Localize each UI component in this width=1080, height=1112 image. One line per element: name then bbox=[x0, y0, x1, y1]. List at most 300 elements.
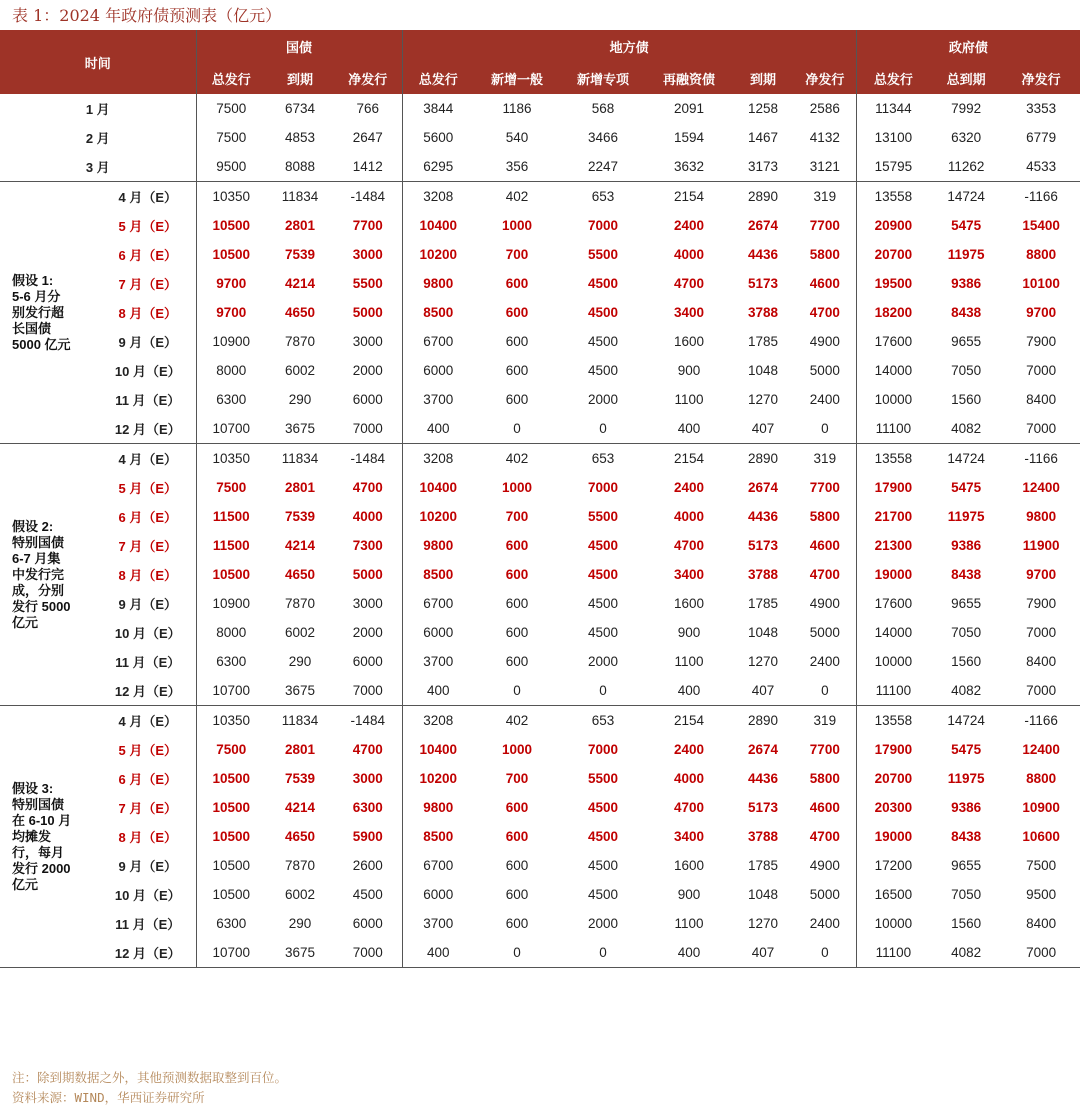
table-cell: 9800 bbox=[402, 269, 474, 298]
table-cell: 8800 bbox=[1026, 247, 1057, 262]
table-cell: 400 bbox=[402, 676, 474, 706]
table-cell: 9700 bbox=[1026, 305, 1057, 320]
table-cell: 7050 bbox=[951, 625, 982, 640]
month-label: 6 月（E） bbox=[100, 240, 196, 269]
table-cell: 10500 bbox=[196, 793, 266, 822]
table-cell: 700 bbox=[505, 771, 529, 786]
month-label: 12 月（E） bbox=[100, 676, 196, 706]
table-cell: 4700 bbox=[794, 822, 856, 851]
table-cell: 5000 bbox=[794, 618, 856, 647]
scenario-label-line: 中发行完 bbox=[12, 566, 65, 582]
table-cell: 15795 bbox=[856, 152, 930, 182]
table-cell: 6000 bbox=[334, 385, 402, 414]
table-cell: 402 bbox=[474, 706, 560, 736]
table-cell: 10900 bbox=[196, 589, 266, 618]
table-cell: 7000 bbox=[1026, 683, 1057, 698]
table-cell: 10000 bbox=[856, 909, 930, 938]
table-cell: 7500 bbox=[196, 94, 266, 123]
table-cell: 600 bbox=[505, 654, 529, 669]
header-col: 净发行 bbox=[1002, 62, 1080, 94]
table-cell: 0 bbox=[560, 938, 646, 968]
month-label: 9 月（E） bbox=[100, 589, 196, 618]
scenario-label bbox=[0, 706, 100, 968]
table-cell: 600 bbox=[505, 858, 529, 873]
table-cell: 7000 bbox=[334, 414, 402, 444]
table-row bbox=[0, 356, 1080, 385]
table-row bbox=[0, 822, 1080, 851]
table-cell: 1258 bbox=[748, 101, 779, 116]
table-cell: 15400 bbox=[1022, 218, 1060, 233]
table-cell: 4700 bbox=[674, 276, 705, 291]
table-cell: 4500 bbox=[588, 363, 619, 378]
table-cell: 1560 bbox=[951, 654, 982, 669]
table-cell: 3208 bbox=[402, 444, 474, 474]
header-col: 新增一般 bbox=[474, 62, 560, 94]
table-cell: 20900 bbox=[856, 211, 930, 240]
table-cell: 7000 bbox=[588, 218, 619, 233]
table-cell: 7500 bbox=[1026, 858, 1057, 873]
header-col: 到期 bbox=[266, 62, 334, 94]
table-cell: 17900 bbox=[856, 473, 930, 502]
scenario-label-line: 特别国债 bbox=[12, 534, 65, 550]
table-cell: 10700 bbox=[196, 414, 266, 444]
table-cell: 6320 bbox=[951, 130, 982, 145]
table-cell: 600 bbox=[505, 334, 529, 349]
table-cell: 14724 bbox=[930, 182, 1002, 212]
table-cell: 2154 bbox=[646, 182, 732, 212]
table-cell: 10500 bbox=[196, 851, 266, 880]
table-row bbox=[0, 560, 1080, 589]
month-label: 8 月（E） bbox=[100, 822, 196, 851]
table-row bbox=[0, 676, 1080, 706]
table-cell: 4900 bbox=[794, 851, 856, 880]
table-cell: 1048 bbox=[748, 625, 779, 640]
table-cell: 20300 bbox=[856, 793, 930, 822]
table-cell: 5500 bbox=[334, 269, 402, 298]
table-cell: 11975 bbox=[947, 509, 985, 524]
table-cell: 10700 bbox=[196, 938, 266, 968]
table-cell: 11834 bbox=[266, 444, 334, 474]
table-cell: 5500 bbox=[588, 247, 619, 262]
table-cell: 3000 bbox=[334, 327, 402, 356]
header-col: 净发行 bbox=[794, 62, 856, 94]
table-cell: 9386 bbox=[951, 538, 982, 553]
scenario-label bbox=[0, 444, 100, 706]
table-cell: 4500 bbox=[334, 880, 402, 909]
table-row bbox=[0, 764, 1080, 793]
scenario-label-line: 假设 3: bbox=[12, 780, 54, 796]
table-cell: 2890 bbox=[732, 706, 794, 736]
table-cell: 5500 bbox=[588, 771, 619, 786]
table-cell: 10500 bbox=[196, 822, 266, 851]
header-col: 新增专项 bbox=[560, 62, 646, 94]
scenario-label-line: 成，分别 bbox=[12, 582, 65, 598]
table-cell: 4500 bbox=[588, 334, 619, 349]
table-cell: 1600 bbox=[674, 334, 705, 349]
month-label: 12 月（E） bbox=[100, 414, 196, 444]
table-cell: 1785 bbox=[748, 334, 779, 349]
table-cell: 6779 bbox=[1026, 130, 1057, 145]
table-cell: 8088 bbox=[284, 159, 316, 174]
table-cell: 4500 bbox=[588, 858, 619, 873]
header-col: 总到期 bbox=[930, 62, 1002, 94]
table-cell: 13558 bbox=[856, 706, 930, 736]
table-cell: 7900 bbox=[1026, 334, 1057, 349]
table-cell: 7539 bbox=[284, 771, 316, 786]
scenario-label-line: 发行 2000 bbox=[12, 860, 71, 876]
table-cell: 8000 bbox=[196, 618, 266, 647]
table-cell: 4500 bbox=[588, 625, 619, 640]
table-cell: 4132 bbox=[794, 123, 856, 152]
table-cell: 7870 bbox=[284, 334, 316, 349]
scenario-label-line: 长国债 bbox=[12, 320, 52, 336]
table-cell: 6000 bbox=[402, 618, 474, 647]
table-cell: 4500 bbox=[588, 596, 619, 611]
table-cell: -1484 bbox=[334, 444, 402, 474]
table-cell: 3788 bbox=[748, 567, 779, 582]
table-cell: 1600 bbox=[674, 858, 705, 873]
table-cell: 1594 bbox=[674, 130, 705, 145]
table-cell: 319 bbox=[794, 444, 856, 474]
scenario-label-line: 亿元 bbox=[12, 876, 39, 892]
scenario-label-line: 5-6 月分 bbox=[12, 288, 61, 304]
table-cell: 6700 bbox=[402, 851, 474, 880]
table-cell: 2091 bbox=[674, 101, 705, 116]
table-cell: 4082 bbox=[930, 938, 1002, 968]
table-cell: 2000 bbox=[588, 916, 619, 931]
table-cell: 5500 bbox=[588, 509, 619, 524]
table-cell: 11975 bbox=[947, 771, 985, 786]
table-cell: 6300 bbox=[334, 793, 402, 822]
header-row-groups bbox=[0, 30, 1080, 62]
table-row bbox=[0, 211, 1080, 240]
table-cell: 10400 bbox=[402, 735, 474, 764]
table-cell: 19000 bbox=[856, 560, 930, 589]
table-cell: 11262 bbox=[947, 159, 985, 174]
table-cell: 10350 bbox=[196, 444, 266, 474]
table-cell: 1270 bbox=[748, 654, 779, 669]
month-label: 4 月（E） bbox=[100, 706, 196, 736]
table-cell: 4082 bbox=[951, 683, 982, 698]
table-cell: 6002 bbox=[284, 363, 316, 378]
table-cell: 3466 bbox=[588, 130, 619, 145]
table-cell: 4436 bbox=[748, 247, 779, 262]
table-cell: 600 bbox=[505, 567, 529, 582]
table-cell: 3675 bbox=[284, 421, 316, 436]
table-cell: 10700 bbox=[196, 676, 266, 706]
table-cell: 7539 bbox=[284, 509, 316, 524]
table-cell: 2400 bbox=[674, 480, 705, 495]
month-label: 1 月 bbox=[0, 94, 196, 123]
month-label: 10 月（E） bbox=[100, 618, 196, 647]
table-cell: 400 bbox=[677, 683, 701, 698]
month-label: 11 月（E） bbox=[100, 385, 196, 414]
table-cell: 4500 bbox=[588, 800, 619, 815]
table-cell: 0 bbox=[599, 683, 607, 698]
table-cell: 5900 bbox=[334, 822, 402, 851]
month-label: 3 月 bbox=[0, 152, 196, 182]
table-row bbox=[0, 502, 1080, 531]
table-cell: 13558 bbox=[856, 444, 930, 474]
table-cell: 1560 bbox=[951, 392, 982, 407]
month-label: 12 月（E） bbox=[100, 938, 196, 968]
table-cell: 2801 bbox=[284, 742, 316, 757]
table-cell: 3173 bbox=[748, 159, 779, 174]
month-label: 7 月（E） bbox=[100, 793, 196, 822]
table-cell: 8400 bbox=[1026, 654, 1057, 669]
header-col: 到期 bbox=[732, 62, 794, 94]
table-cell: 600 bbox=[505, 363, 529, 378]
scenario-label-line: 发行 5000 bbox=[12, 598, 71, 614]
table-cell: 6700 bbox=[402, 589, 474, 618]
table-cell: 4214 bbox=[284, 800, 316, 815]
table-cell: 3788 bbox=[748, 829, 779, 844]
table-cell: 7870 bbox=[284, 596, 316, 611]
table-cell: 4700 bbox=[334, 473, 402, 502]
table-row bbox=[0, 706, 1080, 736]
table-cell: 4650 bbox=[284, 567, 316, 582]
table-cell: -1166 bbox=[1002, 444, 1080, 474]
table-cell: 7700 bbox=[334, 211, 402, 240]
table-cell: 1270 bbox=[748, 392, 779, 407]
table-cell: 10000 bbox=[856, 647, 930, 676]
table-cell: 5475 bbox=[951, 742, 982, 757]
table-cell: 9655 bbox=[951, 596, 982, 611]
table-row bbox=[0, 938, 1080, 968]
table-cell: 4650 bbox=[284, 829, 316, 844]
table-cell: 7000 bbox=[334, 938, 402, 968]
table-cell: 10600 bbox=[1022, 829, 1060, 844]
table-cell: 8000 bbox=[196, 356, 266, 385]
table-cell: 6295 bbox=[402, 152, 474, 182]
table-row bbox=[0, 152, 1080, 182]
forecast-table bbox=[0, 30, 1080, 968]
table-cell: 9655 bbox=[951, 334, 982, 349]
table-row bbox=[0, 473, 1080, 502]
table-row bbox=[0, 735, 1080, 764]
table-cell: 2400 bbox=[794, 909, 856, 938]
month-label: 11 月（E） bbox=[100, 909, 196, 938]
table-cell: 7000 bbox=[588, 742, 619, 757]
table-cell: 2000 bbox=[334, 618, 402, 647]
table-cell: 400 bbox=[646, 938, 732, 968]
table-cell: 17200 bbox=[856, 851, 930, 880]
table-cell: 1467 bbox=[748, 130, 779, 145]
header-col: 净发行 bbox=[334, 62, 402, 94]
table-cell: 13100 bbox=[856, 123, 930, 152]
table-cell: 9655 bbox=[951, 858, 982, 873]
table-row bbox=[0, 269, 1080, 298]
table-cell: 7050 bbox=[951, 363, 982, 378]
table-cell: -1166 bbox=[1002, 182, 1080, 212]
table-cell: 7700 bbox=[794, 211, 856, 240]
table-row bbox=[0, 94, 1080, 123]
table-cell: 4500 bbox=[588, 887, 619, 902]
table-cell: 402 bbox=[474, 182, 560, 212]
table-cell: 2400 bbox=[674, 218, 705, 233]
table-cell: 7992 bbox=[951, 101, 982, 116]
table-cell: 700 bbox=[505, 247, 529, 262]
table-cell: 13558 bbox=[856, 182, 930, 212]
table-cell: 3700 bbox=[402, 385, 474, 414]
table-cell: 11900 bbox=[1022, 538, 1060, 553]
table-cell: 7300 bbox=[334, 531, 402, 560]
table-cell: 10400 bbox=[402, 473, 474, 502]
table-cell: 1186 bbox=[502, 101, 532, 116]
table-cell: 0 bbox=[513, 421, 521, 436]
table-cell: 600 bbox=[505, 276, 529, 291]
table-cell: 1785 bbox=[748, 596, 779, 611]
scenario-label-line: 假设 1: bbox=[12, 272, 54, 288]
scenario-label-line: 5000 亿元 bbox=[12, 336, 71, 352]
table-cell: 319 bbox=[794, 182, 856, 212]
table-cell: 7000 bbox=[1002, 938, 1080, 968]
table-cell: 600 bbox=[505, 625, 529, 640]
table-cell: 21300 bbox=[856, 531, 930, 560]
month-label: 7 月（E） bbox=[100, 269, 196, 298]
table-cell: 600 bbox=[505, 887, 529, 902]
table-cell: 14000 bbox=[856, 618, 930, 647]
table-cell: 5173 bbox=[748, 800, 779, 815]
table-cell: 11834 bbox=[266, 706, 334, 736]
table-cell: 1270 bbox=[748, 916, 779, 931]
table-cell: 9800 bbox=[402, 531, 474, 560]
table-cell: 10500 bbox=[196, 211, 266, 240]
table-cell: 10500 bbox=[196, 240, 266, 269]
table-row bbox=[0, 880, 1080, 909]
scenario-label-line: 均摊发 bbox=[12, 828, 52, 844]
table-row bbox=[0, 647, 1080, 676]
table-cell: 6002 bbox=[284, 887, 316, 902]
table-cell: 7700 bbox=[794, 735, 856, 764]
table-cell: 10000 bbox=[856, 385, 930, 414]
table-cell: 4214 bbox=[284, 276, 316, 291]
table-cell: 8500 bbox=[402, 822, 474, 851]
table-cell: 4436 bbox=[748, 509, 779, 524]
footnote: 注：除到期数据之外，其他预测数据取整到百位。 bbox=[12, 1070, 288, 1085]
table-cell: 6002 bbox=[284, 625, 316, 640]
table-cell: 5800 bbox=[794, 502, 856, 531]
table-cell: 2000 bbox=[588, 392, 619, 407]
table-cell: 8500 bbox=[402, 560, 474, 589]
table-cell: 9800 bbox=[1026, 509, 1057, 524]
table-cell: 1785 bbox=[748, 858, 779, 873]
table-cell: 407 bbox=[751, 683, 775, 698]
table-cell: 2600 bbox=[334, 851, 402, 880]
table-cell: 568 bbox=[591, 101, 615, 116]
table-cell: 7870 bbox=[284, 858, 316, 873]
table-cell: 3208 bbox=[402, 706, 474, 736]
table-cell: 4000 bbox=[334, 502, 402, 531]
table-cell: 17900 bbox=[856, 735, 930, 764]
table-cell: 2674 bbox=[748, 742, 779, 757]
table-cell: 0 bbox=[794, 938, 856, 968]
table-cell: 5600 bbox=[402, 123, 474, 152]
table-cell: 6000 bbox=[402, 356, 474, 385]
table-cell: 3000 bbox=[334, 240, 402, 269]
table-cell: 4500 bbox=[588, 538, 619, 553]
table-cell: 3788 bbox=[748, 305, 779, 320]
table-cell: 4500 bbox=[588, 567, 619, 582]
table-cell: 11100 bbox=[856, 676, 930, 706]
table-cell: 8800 bbox=[1026, 771, 1057, 786]
table-row bbox=[0, 414, 1080, 444]
table-cell: 8438 bbox=[951, 829, 982, 844]
table-cell: 1000 bbox=[502, 742, 533, 757]
table-row bbox=[0, 909, 1080, 938]
table-cell: 3844 bbox=[402, 94, 474, 123]
table-cell: 4500 bbox=[588, 276, 619, 291]
table-cell: 766 bbox=[334, 94, 402, 123]
table-cell: 11975 bbox=[947, 247, 985, 262]
scenario-label bbox=[0, 182, 100, 444]
table-cell: 2400 bbox=[794, 647, 856, 676]
month-label: 4 月（E） bbox=[100, 444, 196, 474]
table-cell: 6700 bbox=[402, 327, 474, 356]
table-cell: 3121 bbox=[794, 152, 856, 182]
table-cell: 2154 bbox=[646, 706, 732, 736]
table-cell: 2400 bbox=[794, 385, 856, 414]
table-cell: 10350 bbox=[196, 706, 266, 736]
table-cell: 407 bbox=[732, 938, 794, 968]
table-cell: 653 bbox=[560, 182, 646, 212]
table-row bbox=[0, 444, 1080, 474]
table-cell: 6000 bbox=[334, 909, 402, 938]
table-cell: 3000 bbox=[334, 764, 402, 793]
table-cell: 6000 bbox=[334, 647, 402, 676]
table-cell: 900 bbox=[677, 887, 701, 902]
table-cell: 4000 bbox=[674, 509, 705, 524]
table-cell: 5800 bbox=[794, 764, 856, 793]
table-cell: 7050 bbox=[951, 887, 982, 902]
table-cell: 1048 bbox=[748, 363, 779, 378]
header-group-government: 政府债 bbox=[856, 30, 1080, 62]
table-cell: 9500 bbox=[196, 152, 266, 182]
table-cell: 8438 bbox=[951, 567, 982, 582]
table-cell: 900 bbox=[677, 363, 701, 378]
table-cell: 0 bbox=[513, 683, 521, 698]
table-cell: 1048 bbox=[748, 887, 779, 902]
table-cell: 700 bbox=[505, 509, 529, 524]
table-cell: 5000 bbox=[334, 298, 402, 327]
table-cell: -1166 bbox=[1002, 706, 1080, 736]
month-label: 2 月 bbox=[0, 123, 196, 152]
table-row bbox=[0, 385, 1080, 414]
table-cell: 6734 bbox=[284, 101, 316, 116]
table-cell: 8500 bbox=[402, 298, 474, 327]
table-cell: 6300 bbox=[196, 647, 266, 676]
table-row bbox=[0, 531, 1080, 560]
table-cell: 5173 bbox=[748, 276, 779, 291]
table-cell: 4600 bbox=[794, 269, 856, 298]
table-cell: 3632 bbox=[674, 159, 705, 174]
scenario-label-line: 亿元 bbox=[12, 614, 39, 630]
table-cell: 3353 bbox=[1026, 101, 1057, 116]
table-cell: 10500 bbox=[196, 560, 266, 589]
table-cell: 600 bbox=[505, 916, 529, 931]
table-cell: 4533 bbox=[1026, 159, 1057, 174]
table-cell: 400 bbox=[402, 414, 474, 444]
table-row bbox=[0, 851, 1080, 880]
table-row bbox=[0, 182, 1080, 212]
table-cell: 2154 bbox=[646, 444, 732, 474]
table-cell: 7000 bbox=[334, 676, 402, 706]
table-cell: 3700 bbox=[402, 647, 474, 676]
table-row bbox=[0, 327, 1080, 356]
table-cell: 9700 bbox=[196, 298, 266, 327]
table-cell: 2801 bbox=[284, 218, 316, 233]
table-cell: 2674 bbox=[748, 480, 779, 495]
